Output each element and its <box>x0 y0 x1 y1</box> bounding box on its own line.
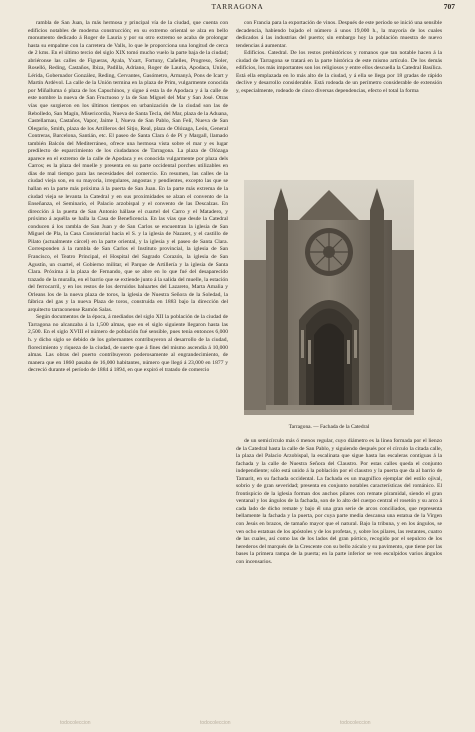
left-paragraph-1: rambla de San Juan, la más hermosa y principal vía de la ciudad, que cuenta con edificios notables de moderna construcción; en su extremo oriental se alza en bello monumento dedicado á Roger de Lauria y por su otro extremo se acaba de prolongar hasta su empalme con la carretera de Valls, lo que le proporciona una longitud de cerca de 2 kms. En el último tercio del siglo XIX tomó mucho vuelo la parte baja de la ciudad; abriéronse las calles de Figueras, Ayala, Yxart, Fortuny, Cañelles, Progreso, Soler, Roselló, Reding, Castaños, Ibiza, Padilla, Adriano, Roger de Lauria, Apodaca, Unión, Lérida, Gobernador González, Reding, Cervantes, Gasómetro, Armanyà, Pons de Icart y Martín Ardèvol. La calle de la Unión termina en la plaza de Prim, vulgarmente conocida por Miñalluma ó plaza de los Capuchinos, y sigue á esta la de Apodaca y á la calle de este nombre la nueva de San Fructuoso y la de San Miguel del Mar y San José. Otras vías que surgieron en los últimos tiempos en urbanización de la ciudad son las de Rebolledo, San Magín, Misericordia, Nueva de Santa Tecla, del Mar, plaza de la Aduana, Castellarnau, Castaños, Vapor, Jaime I, Nueva de San Pablo, San Felí, Nueva de San Olegario, Smith, plaza de los Artilleros del Sitjo, Real, plaza de Olózaga, León, General Contreras, Barcelona, Santián, etc. El paseo de Santa Clara ó de Pí y Margall, llamado también Balcón del Mediterráneo, ofrece una hermosa vista sobre el mar y es lugar predilecto de esparcimiento de los ciudadanos de Tarragona. La plaza de Olózaga aparece en el extremo de la calle de Apodaca y es conocida vulgarmente por plaza dels Carros; es la plaza del muelle y presenta en su parte occidental porches utilizables en días de mal tiempo para las necesidades del comercio. En resumen, las calles de la ciudad vieja son, en su mayoría, irregulares, angostas y pendientes, excepto las que se hallan en la parte más próxima á la puerta de San Juan. En la parte más extrema de la ciudad vieja se levanta la Catedral y en sus proximidades se alzan el convento de la Enseñanza, el Seminario, el Palacio arzobispal y el convento de las Descalzas. En dirección á la puerta de San Antonio hállase el cuartel del Carro y el Matadero, y próximo á aquélla se halla la Casa de Beneficencia. En las vías que desde la Catedral conducen á los rambla de San Juan y de San Carlos se encuentran la iglesia de San Miguel de Pla, la Casa Consistorial hacia el S. y la iglesia de Nazaret, y el castillo de Pilato (actualmente cárcel) en la parte oriental, y la iglesia y el paseo de Santa Clara. Corresponden á la rambla de San Carlos el Instituto provincial, la iglesia de San Francisco, el Teatro Principal, el Hospital del Sagrado Corazón, la iglesia de San Agustín, un cuartel, el Gobierno militar, el Parque de Artillería y la iglesia de Santa Clara. Próxima á la plaza de Fernando, que se abre en lo que fué del desaparecido trazado de la muralla, en el barrio que se extiende junto á la salida del muelle, la estación del ferrocarril, y en los restos de los derruidos baluartes del Lazareto, Marta Amalia y Orleans los de la nueva plaza de toros, la iglesia de Nuestra Señora de la Soledad, la fábrica del gas y la nueva Plaza de toros, construída en 1883 bajo la dirección del arquitecto tarraconense Ramón Salas. <box>28 20 228 313</box>
cathedral-figure <box>244 180 414 430</box>
left-column <box>28 20 228 710</box>
watermark-text: todocoleccion <box>60 720 91 726</box>
watermark-text: todocoleccion <box>340 720 371 726</box>
figure-caption: Tarragona. — Fachada de la Catedral <box>288 424 370 430</box>
right-top-paragraph-2: Edificios. Catedral. De los restos prehistóricos y romanos que tan notable hacen á la ciudad de Tarragona se tratará en la parte histórica de este mismo artículo. De los demás edificios, los más importantes son los religiosos y entre ellos descuella la Catedral Basílica. Está ella emplazada en lo más alto de la ciudad, y á ella se llega por 18 gradas de rápido declive y desarrollo considerable. Está rodeada de un perímetro considerable de extensión y, especialmente, rodeado de cinco diversas dependencias, efecto el total la forma <box>236 50 442 94</box>
right-top-paragraph-1: con Francia para la exportación de vinos. Después de este período se inició una sensible decadencia, habiendo bajado el número á unos 19,000 h., la mayoría de los cuales dedicados á las industrias del puerto; sin embargo hoy la población muestra de nuevo tendencias á aumentar. <box>236 20 442 49</box>
running-title: TARRAGONA <box>211 2 264 11</box>
cathedral-facade-illustration <box>244 180 414 415</box>
watermark-strip <box>0 714 475 732</box>
page-header <box>0 2 475 14</box>
right-column-top <box>236 20 442 170</box>
left-paragraph-2: Según documentos de la época, á mediados del siglo XII la población de la ciudad de Tarragona no alcanzaba á la 1,500 almas, que en el siglo siguiente llegaron hasta las 2,500. En el siglo XVIII el número de población fué sensible, pues tenía entonces 6,000 h. y dicho siglo se debido de los gobernantes contribuyeron al desarrollo de la ciudad, florecimiento y riqueza de la ciudad, de suerte que á fines del mismo ascendía á 10,000 almas. Las obras del puerto contribuyeron poderosamente al engrandecimiento, de manera que en 1860 pasaba de 16,000 habitantes, número que llegó á 23,000 en 1877 y decreció durante el período de 1884 á 1894, en que expiró el tratado de comercio <box>28 314 228 374</box>
right-column-bottom <box>236 438 442 710</box>
cathedral-facade-photo <box>244 180 414 415</box>
page-number: 707 <box>443 2 455 11</box>
right-bottom-paragraph-1: de un semicírculo más ó menos regular, cuyo diámetro es la línea formada por el lienzo de la Catedral hasta la calle de San Pablo, y siguiendo después por el círculo la citada calle, la plaza del Palacio Arzobispal, la escalinata que sigue hasta las escaleras contiguas á la fachada y la calle de Nuestra Señora del Claustro. Por estas calles queda el conjunto independiente; sólo está unido á la población por el claustro y la puerta que da al barrio de Tamarit, en su fachada occidental. La fachada es un magnífico ejemplar del estilo ojival, sobrio y de gran severidad; presenta en conjunto notables características del románico. El frontispicio de la iglesia forman dos anchos pilares con remate piramidal, siendo el gran ventanal y los ángulos de la fachada, son de lo alto del cuerpo central el rosetón y su arco á cada lado de dicho remate y bajo él una gran serie de arcos conciliados, que representa bellamente la fachada y la puerta, por cuya parte media descansa una estatua de la Virgen con Jesús en brazos, de tamaño mayor que el natural. Bajo la tribuna, y en los ángulos, se ven ocho estatuas de los apóstoles y de los profetas, y, sobre los pilares, las restantes, cuatro de las cuales, así como las de los lados del gran pórtico, recogido por el sepulcro de los herederos del marqués de la Crescente con su bello zócalo y su pavimento, que tiene por las bases la primera rampa de la puerta; en la parte inferior se ven esculpidos varios ángulos con incensarios. <box>236 438 442 565</box>
watermark-text: todocoleccion <box>200 720 231 726</box>
